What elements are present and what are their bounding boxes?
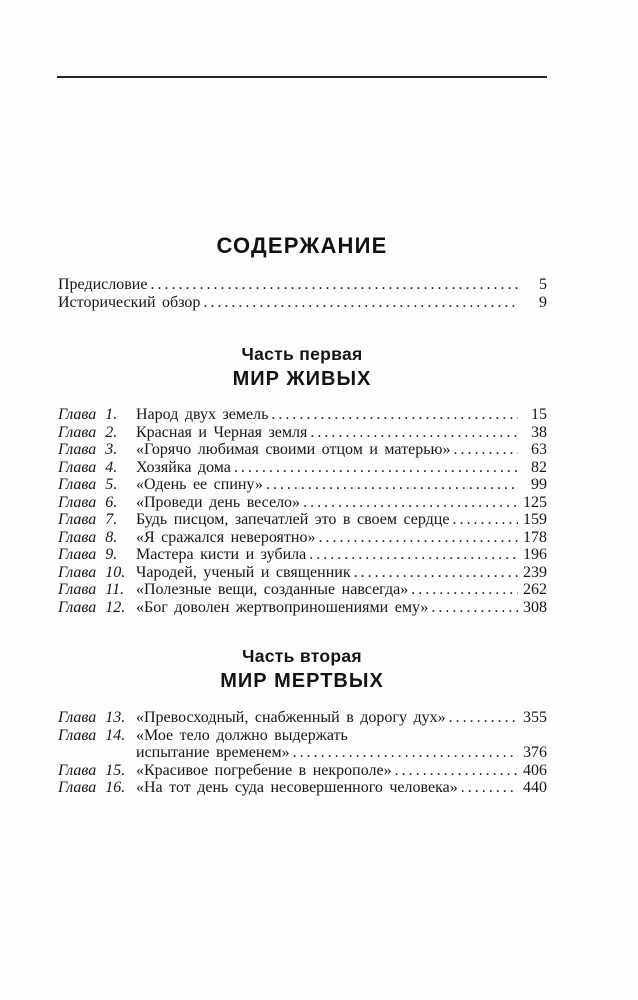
toc-entry xyxy=(58,546,547,564)
dot-leader xyxy=(293,744,518,762)
dot-leader xyxy=(431,599,518,617)
chapter-number: Глава 1. xyxy=(58,406,118,423)
part-2-entries xyxy=(58,709,547,797)
part-heading xyxy=(57,344,547,389)
dot-leader xyxy=(411,581,518,599)
dot-leader xyxy=(461,779,518,797)
page-number: 125 xyxy=(523,493,547,511)
entry-title: Будь писцом, запечатлей это в своем сердце xyxy=(136,511,450,528)
toc-entry xyxy=(58,762,547,780)
preliminary-entries xyxy=(58,276,547,311)
entry-title: Исторический обзор xyxy=(58,293,201,311)
page-title: СОДЕРЖАНИЕ xyxy=(216,233,388,258)
dot-leader xyxy=(271,406,518,424)
toc-entry xyxy=(58,441,547,459)
toc-entry xyxy=(58,494,547,512)
page-number: 82 xyxy=(531,458,547,476)
page-number: 99 xyxy=(531,476,547,493)
page-number: 63 xyxy=(531,441,547,458)
chapter-number: Глава 7. xyxy=(58,511,118,528)
entry-title: «Горячо любимая своими отцом и матерью» xyxy=(136,441,451,458)
entry-title: Предисловие xyxy=(58,276,148,293)
entry-title: «Мое тело должно выдержать xyxy=(136,726,348,744)
toc-entry xyxy=(58,406,547,424)
toc-entry xyxy=(58,294,547,312)
page-number: 5 xyxy=(539,276,547,293)
page-number: 239 xyxy=(523,563,547,581)
entry-title: «Одень ее спину» xyxy=(136,476,263,493)
entry-title-continued: испытание временем» xyxy=(136,744,290,761)
toc-entry xyxy=(58,511,547,529)
page-number: 376 xyxy=(523,744,547,761)
toc-entry xyxy=(58,599,547,617)
dot-leader xyxy=(309,546,518,564)
dot-leader xyxy=(234,459,518,477)
toc-entry xyxy=(58,727,547,762)
toc-entry xyxy=(58,529,547,547)
page-number: 15 xyxy=(531,406,547,423)
entry-title: «Превосходный, снабженный в дорогу дух» xyxy=(136,709,446,726)
chapter-number: Глава 5. xyxy=(58,476,118,493)
toc-entry xyxy=(58,564,547,582)
dot-leader xyxy=(318,529,518,547)
dot-leader xyxy=(303,494,518,512)
page-number: 178 xyxy=(523,528,547,546)
entry-title: Красная и Черная земля xyxy=(136,423,308,441)
chapter-number: Глава 14. xyxy=(58,726,126,744)
dot-leader xyxy=(266,476,518,494)
chapter-number: Глава 15. xyxy=(58,761,126,779)
part-title: МИР МЕРТВЫХ xyxy=(220,670,384,692)
part-label: Часть первая xyxy=(241,344,363,364)
toc-entry xyxy=(58,476,547,494)
page-number: 38 xyxy=(531,423,547,441)
dot-leader xyxy=(452,511,518,529)
chapter-number: Глава 3. xyxy=(58,441,118,458)
toc-entry xyxy=(58,459,547,477)
entry-title: Чародей, ученый и священник xyxy=(136,563,351,581)
chapter-number: Глава 2. xyxy=(58,423,118,441)
entry-title: «Красивое погребение в некрополе» xyxy=(136,761,392,779)
entry-title: «Полезные вещи, созданные навсегда» xyxy=(136,581,409,598)
header-rule xyxy=(57,76,547,78)
page-number: 9 xyxy=(539,293,547,311)
toc-entry xyxy=(58,709,547,727)
dot-leader xyxy=(395,762,518,780)
entry-title: «Я сражался невероятно» xyxy=(136,528,316,546)
page-number: 308 xyxy=(523,598,547,616)
toc-entry xyxy=(58,581,547,599)
entry-title: Народ двух земель xyxy=(136,406,269,423)
page-number: 196 xyxy=(523,546,547,563)
chapter-number: Глава 11. xyxy=(58,581,125,598)
toc-entry xyxy=(58,276,547,294)
page-number: 406 xyxy=(523,761,547,779)
chapter-number: Глава 4. xyxy=(58,458,118,476)
chapter-number: Глава 16. xyxy=(58,779,126,796)
dot-leader xyxy=(203,294,518,312)
chapter-number: Глава 6. xyxy=(58,493,118,511)
entry-title: Хозяйка дома xyxy=(136,458,231,476)
chapter-number: Глава 8. xyxy=(58,528,118,546)
page-number: 159 xyxy=(523,511,547,528)
chapter-number: Глава 10. xyxy=(58,563,126,581)
dot-leader xyxy=(453,441,518,459)
toc-entry xyxy=(58,779,547,797)
toc-entry xyxy=(58,424,547,442)
dot-leader xyxy=(150,276,518,294)
part-label: Часть вторая xyxy=(242,646,362,666)
chapter-number: Глава 12. xyxy=(58,598,126,616)
dot-leader xyxy=(449,709,518,727)
entry-title: Мастера кисти и зубила xyxy=(136,546,307,563)
page-number: 262 xyxy=(523,581,547,598)
part-heading xyxy=(57,646,547,691)
entry-title: «Проведи день весело» xyxy=(136,493,301,511)
page-number: 355 xyxy=(523,709,547,726)
entry-title: «Бог доволен жертвоприношениями ему» xyxy=(136,598,429,616)
entry-title: «На тот день суда несовершенного человека» xyxy=(136,779,458,796)
chapter-number: Глава 9. xyxy=(58,546,118,563)
page-number: 440 xyxy=(523,779,547,796)
part-title: МИР ЖИВЫХ xyxy=(232,368,372,390)
dot-leader xyxy=(354,564,518,582)
chapter-number: Глава 13. xyxy=(58,709,126,726)
dot-leader xyxy=(310,424,518,442)
part-1-entries xyxy=(58,406,547,616)
